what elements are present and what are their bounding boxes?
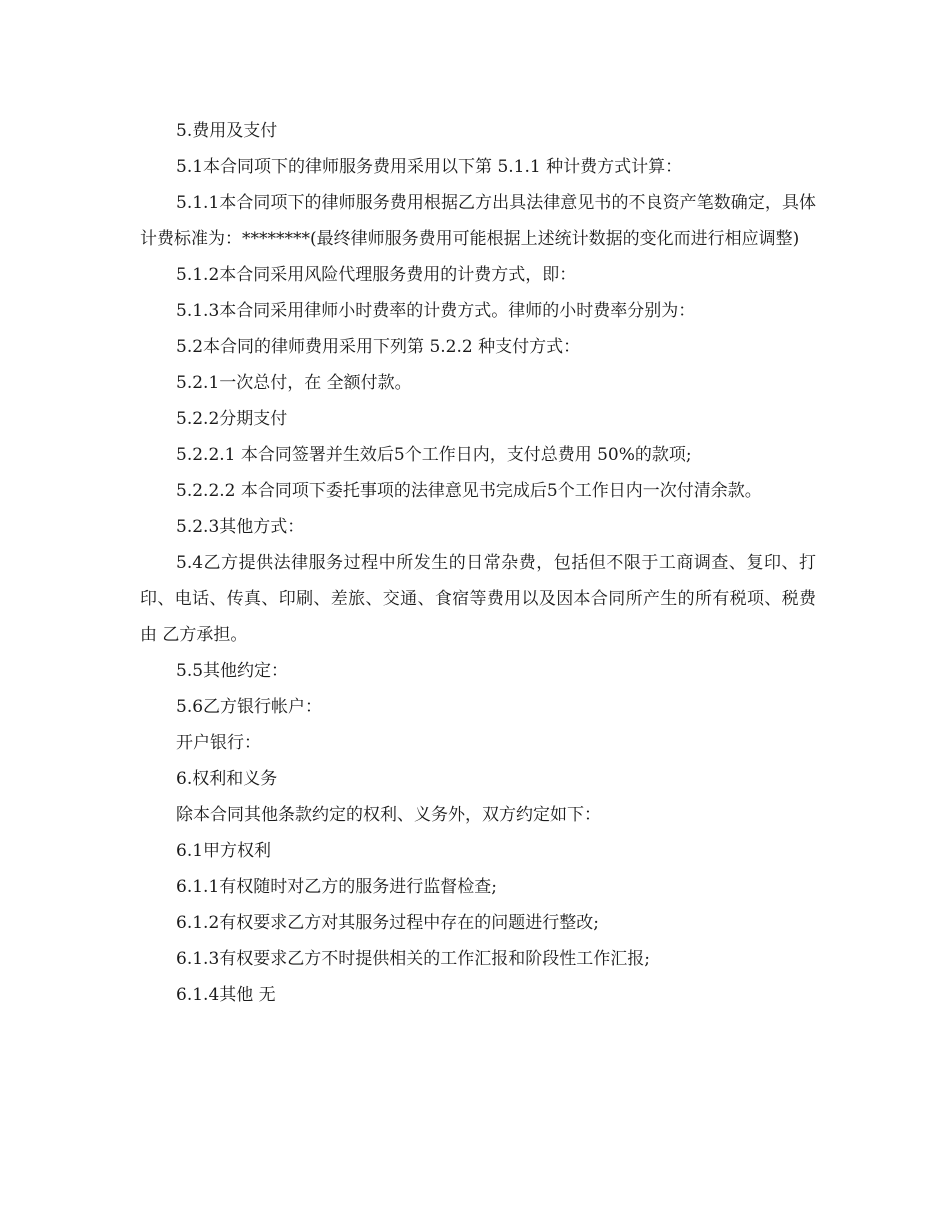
section-heading-rights: 6.权利和义务 bbox=[176, 769, 278, 789]
clause-5-2-2-1: 5.2.2.1 本合同签署并生效后5个工作日内，支付总费用 50%的款项; bbox=[176, 445, 692, 465]
clause-5-4: 5.4乙方提供法律服务过程中所发生的日常杂费，包括但不限于工商调查、复印、打印、电话、传真、印刷、差旅、交通、食宿等费用以及因本合同所产生的所有税项、税费由 乙方承担。 bbox=[140, 553, 816, 645]
clause-5-6: 5.6乙方银行帐户： bbox=[176, 697, 323, 717]
clause-5-2: 5.2本合同的律师费用采用下列第 5.2.2 种支付方式： bbox=[176, 337, 581, 357]
clause-5-1: 5.1本合同项下的律师服务费用采用以下第 5.1.1 种计费方式计算： bbox=[176, 157, 683, 177]
clause-5-2-1: 5.2.1一次总付，在 全额付款。 bbox=[176, 373, 412, 393]
bank-line: 开户银行： bbox=[176, 733, 261, 753]
clause-6-1-2: 6.1.2有权要求乙方对其服务过程中存在的问题进行整改; bbox=[176, 913, 599, 933]
document-body bbox=[140, 113, 816, 1013]
clause-5-1-1: 5.1.1本合同项下的律师服务费用根据乙方出具法律意见书的不良资产笔数确定，具体计费标准为：********(最终律师服务费用可能根据上述统计数据的变化而进行相应调整) bbox=[140, 193, 816, 249]
clause-5-2-2: 5.2.2分期支付 bbox=[176, 409, 288, 429]
clause-6-1-4: 6.1.4其他 无 bbox=[176, 985, 276, 1005]
rights-intro: 除本合同其他条款约定的权利、义务外，双方约定如下： bbox=[176, 805, 601, 825]
clause-5-1-2: 5.1.2本合同采用风险代理服务费用的计费方式，即： bbox=[176, 265, 577, 285]
clause-5-1-3: 5.1.3本合同采用律师小时费率的计费方式。律师的小时费率分别为： bbox=[176, 301, 696, 321]
clause-6-1: 6.1甲方权利 bbox=[176, 841, 272, 861]
clause-5-2-3: 5.2.3其他方式： bbox=[176, 517, 305, 537]
clause-6-1-1: 6.1.1有权随时对乙方的服务进行监督检查; bbox=[176, 877, 497, 897]
section-heading-fees: 5.费用及支付 bbox=[176, 121, 278, 141]
clause-5-5: 5.5其他约定： bbox=[176, 661, 289, 681]
clause-5-2-2-2: 5.2.2.2 本合同项下委托事项的法律意见书完成后5个工作日内一次付清余款。 bbox=[176, 481, 762, 501]
clause-6-1-3: 6.1.3有权要求乙方不时提供相关的工作汇报和阶段性工作汇报; bbox=[176, 949, 650, 969]
